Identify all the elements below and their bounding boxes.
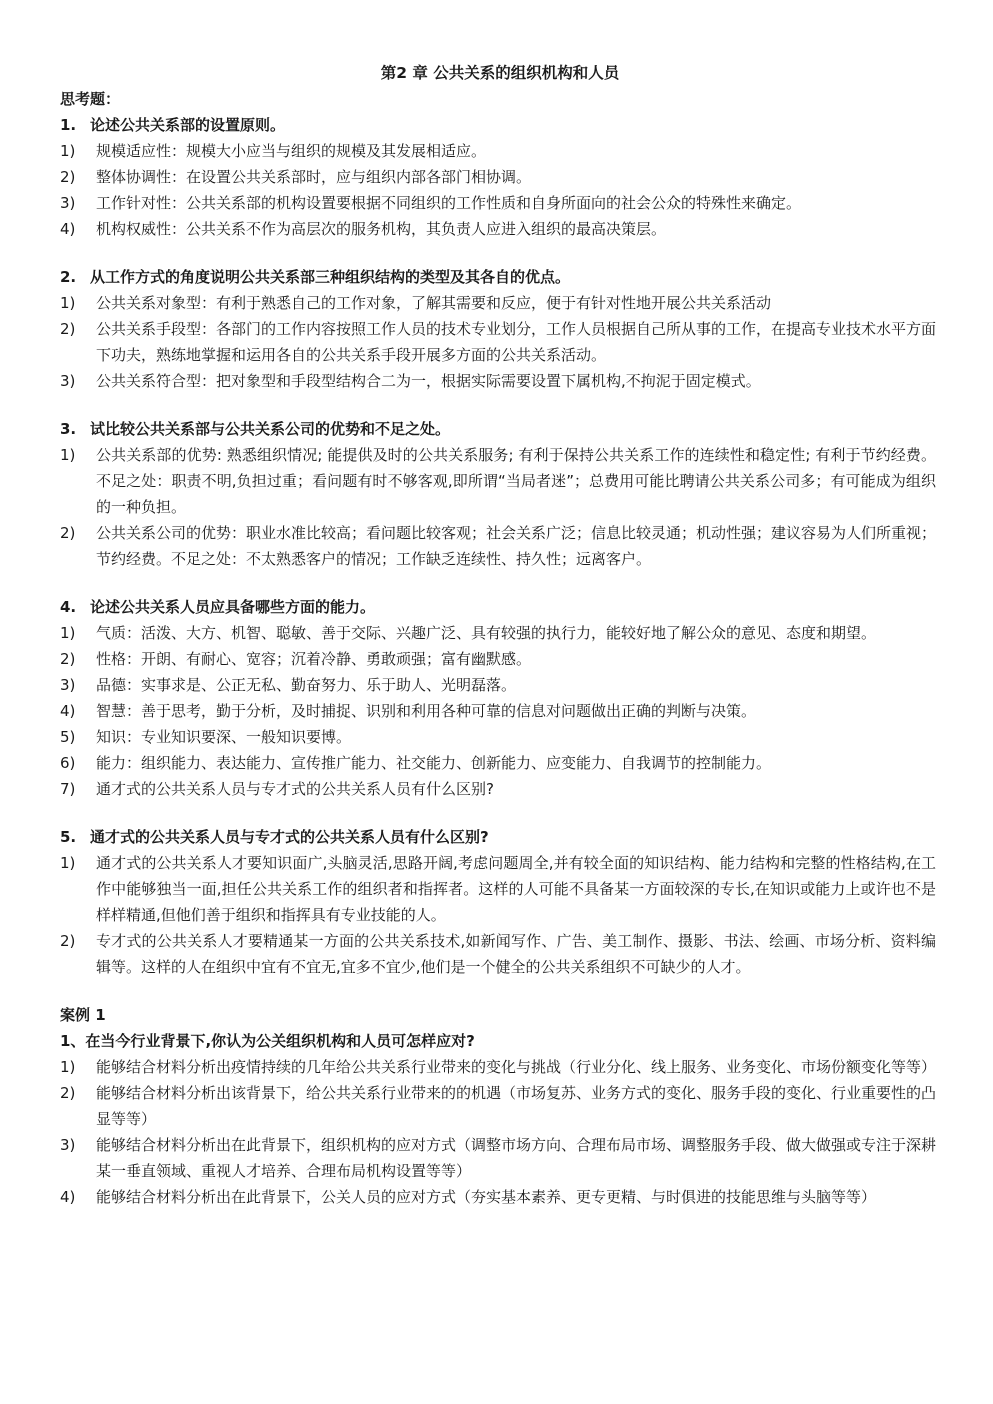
- question-number: 5.: [60, 828, 77, 846]
- item-number: 2): [60, 650, 76, 668]
- question-text: 通才式的公共关系人员与专才式的公共关系人员有什么区别?: [90, 828, 489, 846]
- case-heading: 案例 1: [60, 1006, 106, 1024]
- question-number: 3.: [60, 420, 77, 438]
- item-text: 能够结合材料分析出疫情持续的几年给公共关系行业带来的变化与挑战（行业分化、线上服务、业务变化、市场份额变化等等）: [96, 1058, 937, 1076]
- question-section-2: [60, 264, 936, 394]
- answer-item: [60, 316, 936, 368]
- question-section-1: [60, 112, 936, 242]
- item-text: 机构权威性：公共关系不作为高层次的服务机构，其负责人应进入组织的最高决策层。: [96, 220, 667, 238]
- answer-item: [60, 850, 936, 928]
- case-section: [60, 1002, 936, 1210]
- answer-item: [60, 724, 936, 750]
- answer-item: [60, 698, 936, 724]
- answer-list: [60, 290, 936, 394]
- item-number: 4): [60, 1188, 76, 1206]
- question-number: 2.: [60, 268, 77, 286]
- question-heading: [60, 594, 936, 620]
- question-heading: [60, 264, 936, 290]
- question-text: 试比较公共关系部与公共关系公司的优势和不足之处。: [90, 420, 451, 438]
- question-text: 从工作方式的角度说明公共关系部三种组织结构的类型及其各自的优点。: [90, 268, 571, 286]
- item-text: 公共关系符合型：把对象型和手段型结构合二为一，根据实际需要设置下属机构,不拘泥于固定模式。: [96, 372, 761, 390]
- item-text: 通才式的公共关系人员与专才式的公共关系人员有什么区别?: [96, 780, 494, 798]
- answer-list: [60, 620, 936, 802]
- item-number: 2): [60, 168, 76, 186]
- item-text: 整体协调性：在设置公共关系部时，应与组织内部各部门相协调。: [96, 168, 532, 186]
- answer-item: [60, 138, 936, 164]
- item-number: 6): [60, 754, 76, 772]
- item-text: 工作针对性：公共关系部的机构设置要根据不同组织的工作性质和自身所面向的社会公众的特殊性来确定。: [96, 194, 802, 212]
- answer-item: [60, 1184, 936, 1210]
- answer-item: [60, 776, 936, 802]
- item-text: 公共关系公司的优势：职业水准比较高；看问题比较客观；社会关系广泛；信息比较灵通；机动性强；建议容易为人们所重视；节约经费。不足之处：不太熟悉客户的情况；工作缺乏连续性、持久性；远离客户。: [96, 524, 937, 568]
- item-number: 4): [60, 220, 76, 238]
- item-text: 公共关系对象型：有利于熟悉自己的工作对象，了解其需要和反应，便于有针对性地开展公共关系活动: [96, 294, 772, 312]
- thinking-questions-heading: 思考题：: [60, 90, 121, 108]
- item-number: 3): [60, 372, 76, 390]
- question-number: 4.: [60, 598, 77, 616]
- item-text: 能力：组织能力、表达能力、宣传推广能力、社交能力、创新能力、应变能力、自我调节的控制能力。: [96, 754, 772, 772]
- answer-item: [60, 620, 936, 646]
- question-heading: [60, 416, 936, 442]
- item-text: 智慧：善于思考，勤于分析，及时捕捉、识别和利用各种可靠的信息对问题做出正确的判断与决策。: [96, 702, 757, 720]
- item-number: 1): [60, 624, 76, 642]
- answer-item: [60, 1132, 936, 1184]
- answer-item: [60, 750, 936, 776]
- item-number: 1): [60, 854, 76, 872]
- item-text: 能够结合材料分析出在此背景下，组织机构的应对方式（调整市场方向、合理布局市场、调整服务手段、做大做强或专注于深耕某一垂直领域、重视人才培养、合理布局机构设置等等）: [96, 1136, 937, 1180]
- answer-item: [60, 928, 936, 980]
- answer-list: [60, 850, 936, 980]
- item-number: 1): [60, 294, 76, 312]
- answer-item: [60, 290, 936, 316]
- case-question: 1、在当今行业背景下,你认为公关组织机构和人员可怎样应对?: [60, 1032, 475, 1050]
- item-text: 能够结合材料分析出该背景下，给公共关系行业带来的的机遇（市场复苏、业务方式的变化、服务手段的变化、行业重要性的凸显等等）: [96, 1084, 937, 1128]
- answer-list: [60, 442, 936, 572]
- answer-item: [60, 190, 936, 216]
- answer-item: [60, 368, 936, 394]
- item-number: 3): [60, 194, 76, 212]
- item-text: 性格：开朗、有耐心、宽容；沉着冷静、勇敢顽强；富有幽默感。: [96, 650, 532, 668]
- item-number: 3): [60, 676, 76, 694]
- question-heading: [60, 824, 936, 850]
- item-text: 品德：实事求是、公正无私、勤奋努力、乐于助人、光明磊落。: [96, 676, 517, 694]
- question-section-3: [60, 416, 936, 572]
- item-number: 3): [60, 1136, 76, 1154]
- answer-item: [60, 646, 936, 672]
- answer-item: [60, 442, 936, 520]
- item-number: 5): [60, 728, 76, 746]
- question-text: 论述公共关系人员应具备哪些方面的能力。: [90, 598, 376, 616]
- item-number: 2): [60, 1084, 76, 1102]
- answer-item: [60, 216, 936, 242]
- document-content: [60, 60, 936, 1210]
- item-text: 专才式的公共关系人才要精通某一方面的公共关系技术,如新闻写作、广告、美工制作、摄影、书法、绘画、市场分析、资料编辑等。这样的人在组织中宜有不宜无,宜多不宜少,他们是一个健全的公共关系组织不可缺少的人才。: [96, 932, 936, 976]
- item-number: 1): [60, 446, 76, 464]
- answer-item: [60, 1054, 936, 1080]
- item-number: 2): [60, 320, 76, 338]
- item-text: 能够结合材料分析出在此背景下，公关人员的应对方式（夯实基本素养、更专更精、与时俱进的技能思维与头脑等等）: [96, 1188, 877, 1206]
- item-number: 4): [60, 702, 76, 720]
- chapter-title: 第2 章 公共关系的组织机构和人员: [380, 64, 620, 82]
- item-number: 1): [60, 1058, 76, 1076]
- question-text: 论述公共关系部的设置原则。: [90, 116, 286, 134]
- item-number: 2): [60, 932, 76, 950]
- item-text: 知识：专业知识要深、一般知识要博。: [96, 728, 352, 746]
- question-heading: [60, 112, 936, 138]
- question-section-5: [60, 824, 936, 980]
- item-text: 通才式的公共关系人才要知识面广,头脑灵活,思路开阔,考虑问题周全,并有较全面的知识结构、能力结构和完整的性格结构,在工作中能够独当一面,担任公共关系工作的组织者和指挥者。这样的人可能不具备某一方面较深的专长,在知识或能力上或许也不是样样精通,但他们善于组织和指挥具有专业技能的人。: [96, 854, 936, 924]
- question-number: 1.: [60, 116, 77, 134]
- question-section-4: [60, 594, 936, 802]
- item-text: 气质：活泼、大方、机智、聪敏、善于交际、兴趣广泛、具有较强的执行力，能较好地了解公众的意见、态度和期望。: [96, 624, 877, 642]
- answer-item: [60, 520, 936, 572]
- answer-item: [60, 164, 936, 190]
- answer-item: [60, 672, 936, 698]
- item-number: 7): [60, 780, 76, 798]
- item-text: 公共关系部的优势: 熟悉组织情况; 能提供及时的公共关系服务; 有利于保持公共关系工作的连续性和稳定性; 有利于节约经费。不足之处：职责不明,负担过重；看问题有时不够客观,即所谓“当局者迷”；总费用可能比聘请公共关系公司多；有可能成为组织的一种负担。: [96, 446, 936, 516]
- item-number: 1): [60, 142, 76, 160]
- answer-list: [60, 138, 936, 242]
- answer-item: [60, 1080, 936, 1132]
- item-text: 公共关系手段型：各部门的工作内容按照工作人员的技术专业划分，工作人员根据自己所从事的工作，在提高专业技术水平方面下功夫，熟练地掌握和运用各自的公共关系手段开展多方面的公共关系活动。: [96, 320, 937, 364]
- case-answer-list: [60, 1054, 936, 1210]
- item-number: 2): [60, 524, 76, 542]
- item-text: 规模适应性：规模大小应当与组织的规模及其发展相适应。: [96, 142, 487, 160]
